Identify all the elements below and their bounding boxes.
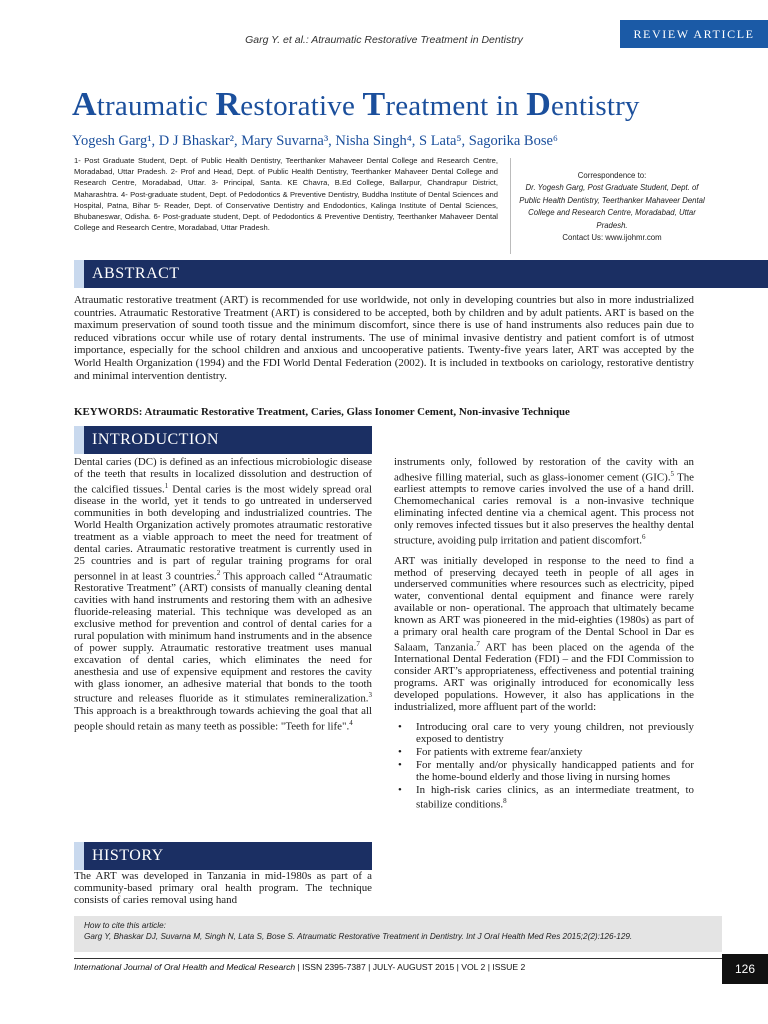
- right-paragraph-1: instruments only, followed by restoration of the cavity with an adhesive filling material, such as glass-ionomer cement (GIC).$^5$ The earliest attempts to remove caries involved the use of a hand drill. Chemomechanical caries removal is a non-invasive technique eliminating infected dentine via a chemical agent. This process not only removes infected tissues but it also preserves the healthy dental structure, avoiding pulp irritation and patient discomfort.$^6$: [394, 456, 694, 547]
- correspondence-divider: [510, 158, 511, 254]
- list-item: • Introducing oral care to very young children, not previously exposed to dentistry: [416, 722, 694, 746]
- history-body: [74, 871, 372, 915]
- abstract-heading: ABSTRACT: [74, 260, 768, 288]
- history-heading: HISTORY: [74, 842, 372, 870]
- running-head: Garg Y. et al.: Atraumatic Restorative Treatment in Dentistry: [245, 34, 523, 46]
- citation-label: How to cite this article:: [84, 921, 166, 930]
- affiliations: 1- Post Graduate Student, Dept. of Public Health Dentistry, Teerthanker Mahaveer Dental College and Research Centre, Moradabad, Uttar Pradesh. 2- Prof and Head, Dept. of Public Health Dentistry, Teerthanker Mahaveer Dental College and Research Centre, Moradabad, Uttar. 3- Principal, Santa. KE Chavra, B.Ed College, Ballarpur, Chandrapur District, Maharashtra. 4- Post-graduate student, Dept. of Pedodontics & Preventive Dentistry, Buddha Institute of Dental Sciences and Hospital, Patna, Bihar 5- Reader, Dept. of Conservative Dentistry and Endodontics, Kalinga Institute of Dental Sciences, Bhubaneswar, Odisha. 6- Post-graduate student, Dept. of Pedodontics & Preventive Dentistry, Teerthanker Mahaveer Dental College and Research Centre, Moradabad, Uttar Pradesh.: [74, 156, 498, 233]
- page-number: 126: [722, 954, 768, 984]
- correspondence-body: Dr. Yogesh Garg, Post Graduate Student, Dept. of Public Health Dentistry, Teerthanker Mahaveer Dental College and Research Centre, Moradabad, Uttar Pradesh.: [519, 183, 705, 230]
- heading-marker: [74, 426, 84, 454]
- heading-marker: [74, 260, 84, 288]
- journal-footer: [74, 962, 714, 972]
- list-item: • For patients with extreme fear/anxiety: [416, 747, 694, 759]
- list-item: • For mentally and/or physically handicapped patients and for the home-bound elderly and those living in nursing homes: [416, 760, 694, 784]
- heading-marker: [74, 842, 84, 870]
- author-list: Yogesh Garg¹, D J Bhaskar², Mary Suvarna³, Nisha Singh⁴, S Lata⁵, Sagorika Bose⁶: [72, 133, 558, 149]
- article-title: Atraumatic Restorative Treatment in Dentistry: [72, 86, 640, 123]
- issue-details: | ISSN 2395-7387 | JULY- AUGUST 2015 | VOL 2 | ISSUE 2: [295, 962, 526, 972]
- journal-name: International Journal of Oral Health and Medical Research: [74, 962, 296, 972]
- right-paragraph-2: ART was initially developed in response to the need to find a method of preserving decayed teeth in people of all ages in underserved communities where resources such as electricity, piped water, conventional dental equipment and finance were rarely available or non- operational. The approach that ultimately became known as ART was pioneered in the mid-eighties (1980s) as part of a primary oral health care program of the Dental School in Dar es Salaam, Tanzania.$^7$ ART has been placed on the agenda of the International Dental Federation (FDI) – and the FDI Commission to consider ART’s appropriateness, effectiveness and potential training programs. ART was originally introduced for economically less developed populations. However, it also has applications in the industrialized, more affluent part of the world:: [394, 554, 694, 714]
- citation-box: [74, 916, 722, 952]
- contact-link[interactable]: Contact Us: www.ijohmr.com: [562, 233, 662, 243]
- article-type-badge: REVIEW ARTICLE: [620, 20, 768, 48]
- list-item: • In high-risk caries clinics, as an intermediate treatment, to stabilize conditions.$^8$: [416, 785, 694, 812]
- introduction-paragraph: Dental caries (DC) is defined as an infectious microbiologic disease of the teeth that results in localized dissolution and destruction of the calcified tissues.$^1$ Dental caries is the most widely spread oral disease in the world, yet it tends to go untreated in underserved communities in both developing and industrialized countries. The World Health Organization actively promotes atraumatic restorative treatment as a viable approach to meet the need for treatment of dental caries. Atraumatic restorative treatment is currently used in 25 countries and is part of regular training programs for oral personnel in at least 3 countries.$^2$ This approach called “Atraumatic Restorative Treatment” (ART) consists of manually cleaning dental cavities with hand instruments and restoring them with an adhesive fluoride-releasing material. This technique was developed as an exclusive method for prevention and control of dental caries for a rural population with minimum hand instruments and in the absence of power supply. Atraumatic restorative treatment uses manual excavation of dental caries, which eliminates the need for anesthesia and use of expensive equipment and restores the cavity with glass ionomer, an adhesive material that bonds to the tooth structure and releases fluoride as it stimulates remineralization.$^3$ This approach is a breakthrough towards achieving the goal that all people should retain as many teeth as possible: "Teeth for life".$^4$: [74, 456, 372, 733]
- footer-rule: [74, 958, 722, 959]
- right-column: [394, 457, 694, 813]
- citation-text: Garg Y, Bhaskar DJ, Suvarna M, Singh N, Lata S, Bose S. Atraumatic Restorative Treatment in Dentistry. Int J Oral Health Med Res 2015;2(2):126-129.: [84, 932, 633, 941]
- correspondence-title: Correspondence to:: [577, 171, 647, 180]
- history-paragraph: The ART was developed in Tanzania in mid-1980s as part of a community-based primary oral health program. The technique consists of caries removal using hand: [74, 870, 372, 906]
- keywords: KEYWORDS: Atraumatic Restorative Treatment, Caries, Glass Ionomer Cement, Non-invasive Technique: [74, 406, 570, 418]
- introduction-body: [74, 457, 372, 741]
- introduction-heading: INTRODUCTION: [74, 426, 372, 454]
- abstract-text: Atraumatic restorative treatment (ART) is recommended for use worldwide, not only in developing countries but also in more industrialized countries. Atraumatic Restorative Treatment (ART) is considered to be accepted, both by children and by adult patients. ART is based on the maximum preservation of sound tooth tissue and the minimum discomfort, since there is use of hand instruments also reduces pain due to reduced vibrations occur while use of rotary dental instruments. The use of minimal invasive dentistry and patient comfort is of utmost importance, especially for the school children and anxious and uncooperative patients. Twenty-five years later, ART was accepted by the World Health Organization (1994) and the FDI World Dental Federation (2002). It is included in textbooks on cariology, restorative dentistry and minimal intervention dentistry.: [74, 294, 694, 382]
- applications-list: [394, 722, 694, 812]
- correspondence-block: [514, 170, 710, 244]
